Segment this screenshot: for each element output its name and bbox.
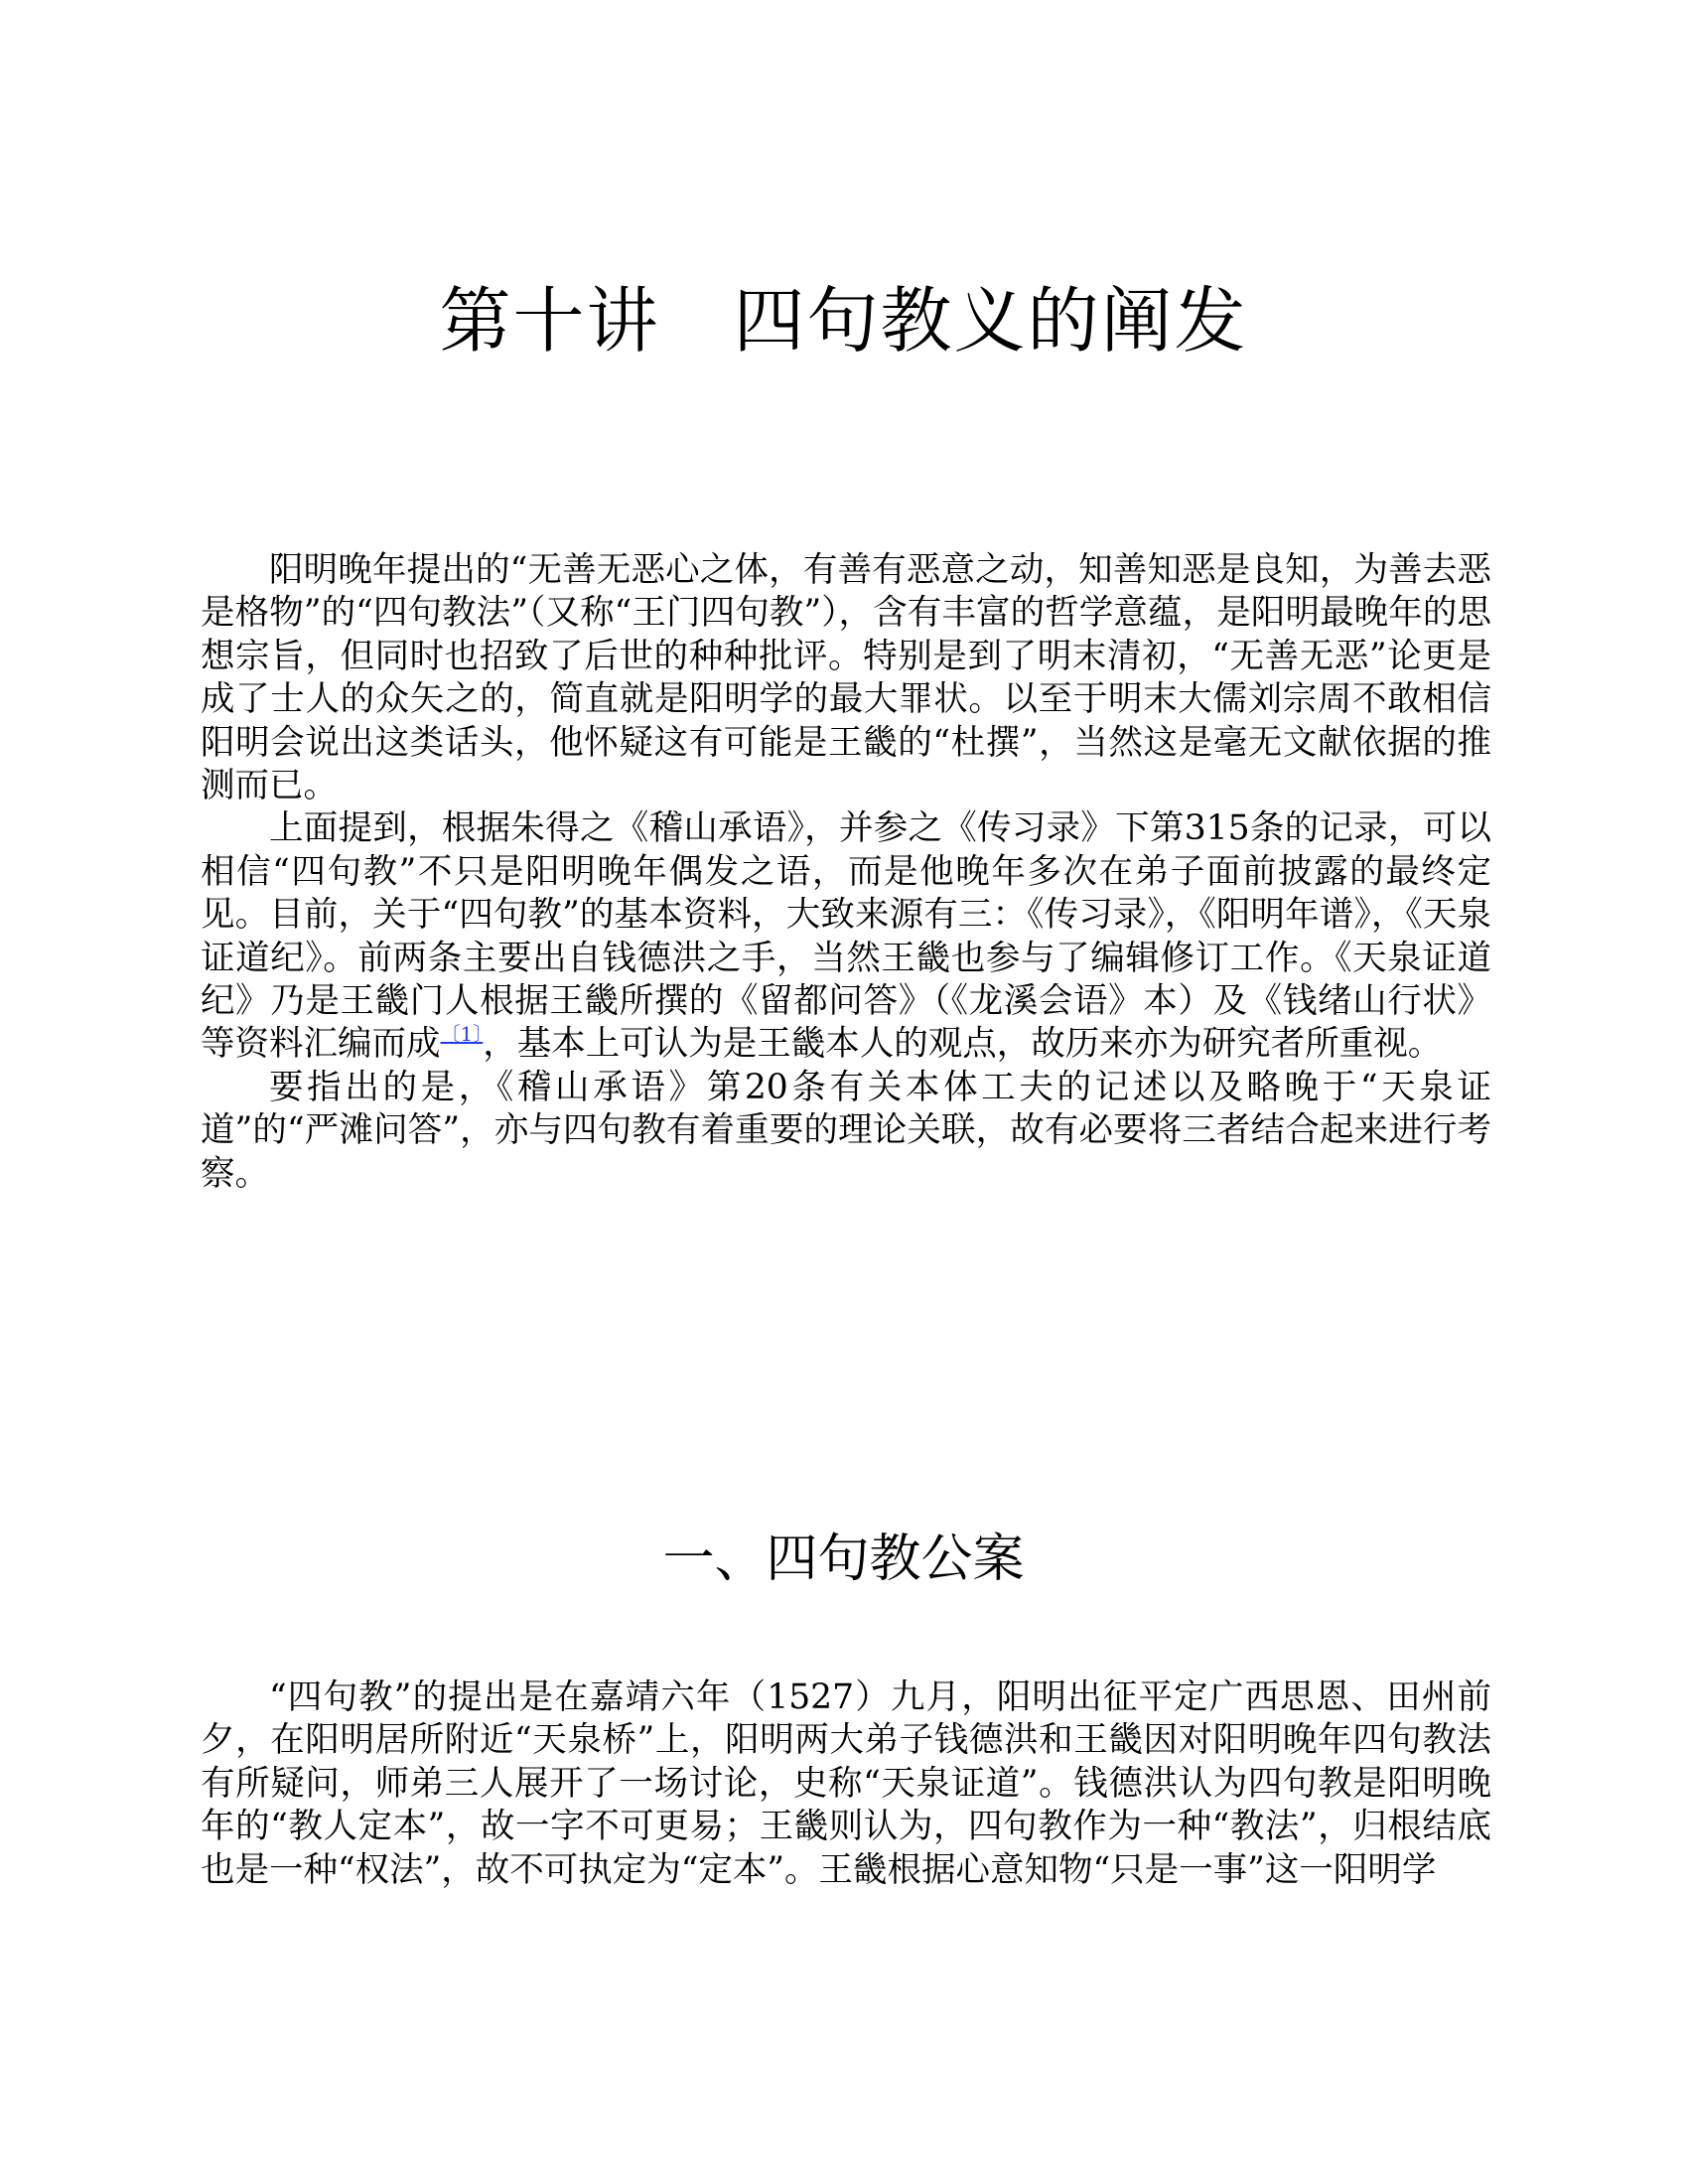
intro-paragraph-2-text-after: ，基本上可认为是王畿本人的观点，故历来亦为研究者所重视。: [483, 1024, 1443, 1065]
intro-paragraph-2-text-before: 上面提到，根据朱得之《稽山承语》，并参之《传习录》下第315条的记录，可以相信“四句教”不只是阳明晚年偶发之语，而是他晚年多次在弟子面前披露的最终定见。目前，关于“四句教”的基本资料，大致来源有三：《传习录》，《阳明年谱》，《天泉证道纪》。前两条主要出自钱德洪之手，当然王畿也参与了编辑修订工作。《天泉证道纪》乃是王畿门人根据王畿所撰的《留都问答》（《龙溪会语》本）及《钱绪山行状》等资料汇编而成: [201, 808, 1491, 1065]
section-1-body: [201, 1676, 1491, 1892]
intro-section: [201, 549, 1491, 1196]
intro-paragraph-1: 阳明晚年提出的“无善无恶心之体，有善有恶意之动，知善知恶是良知，为善去恶是格物”的“四句教法”（又称“王门四句教”），含有丰富的哲学意蕴，是阳明最晚年的思想宗旨，但同时也招致了后世的种种批评。特别是到了明末清初，“无善无恶”论更是成了士人的众矢之的，简直就是阳明学的最大罪状。以至于明末大儒刘宗周不敢相信阳明会说出这类话头，他怀疑这有可能是王畿的“杜撰”，当然这是毫无文献依据的推测而已。: [201, 550, 1491, 806]
intro-paragraph-3: 要指出的是，《稽山承语》第20条有关本体工夫的记述以及略晚于“天泉证道”的“严滩问答”，亦与四句教有着重要的理论关联，故有必要将三者结合起来进行考察。: [201, 1067, 1491, 1194]
section-heading-1: 一、四句教公案: [662, 1529, 1025, 1589]
intro-paragraph-2: [201, 807, 1491, 1066]
footnote-link-1[interactable]: 〔1〕: [440, 1022, 484, 1047]
chapter-title: 第十讲 四句教义的阐发: [439, 279, 1248, 363]
section-1-paragraph-1: “四句教”的提出是在嘉靖六年（1527）九月，阳明出征平定广西思恩、田州前夕，在阳明居所附近“天泉桥”上，阳明两大弟子钱德洪和王畿因对阳明晚年四句教法有所疑问，师弟三人展开了一场讨论，史称“天泉证道”。钱德洪认为四句教是阳明晚年的“教人定本”，故一字不可更易；王畿则认为，四句教作为一种“教法”，归根结底也是一种“权法”，故不可执定为“定本”。王畿根据心意知物“只是一事”这一阳明学: [201, 1677, 1491, 1890]
